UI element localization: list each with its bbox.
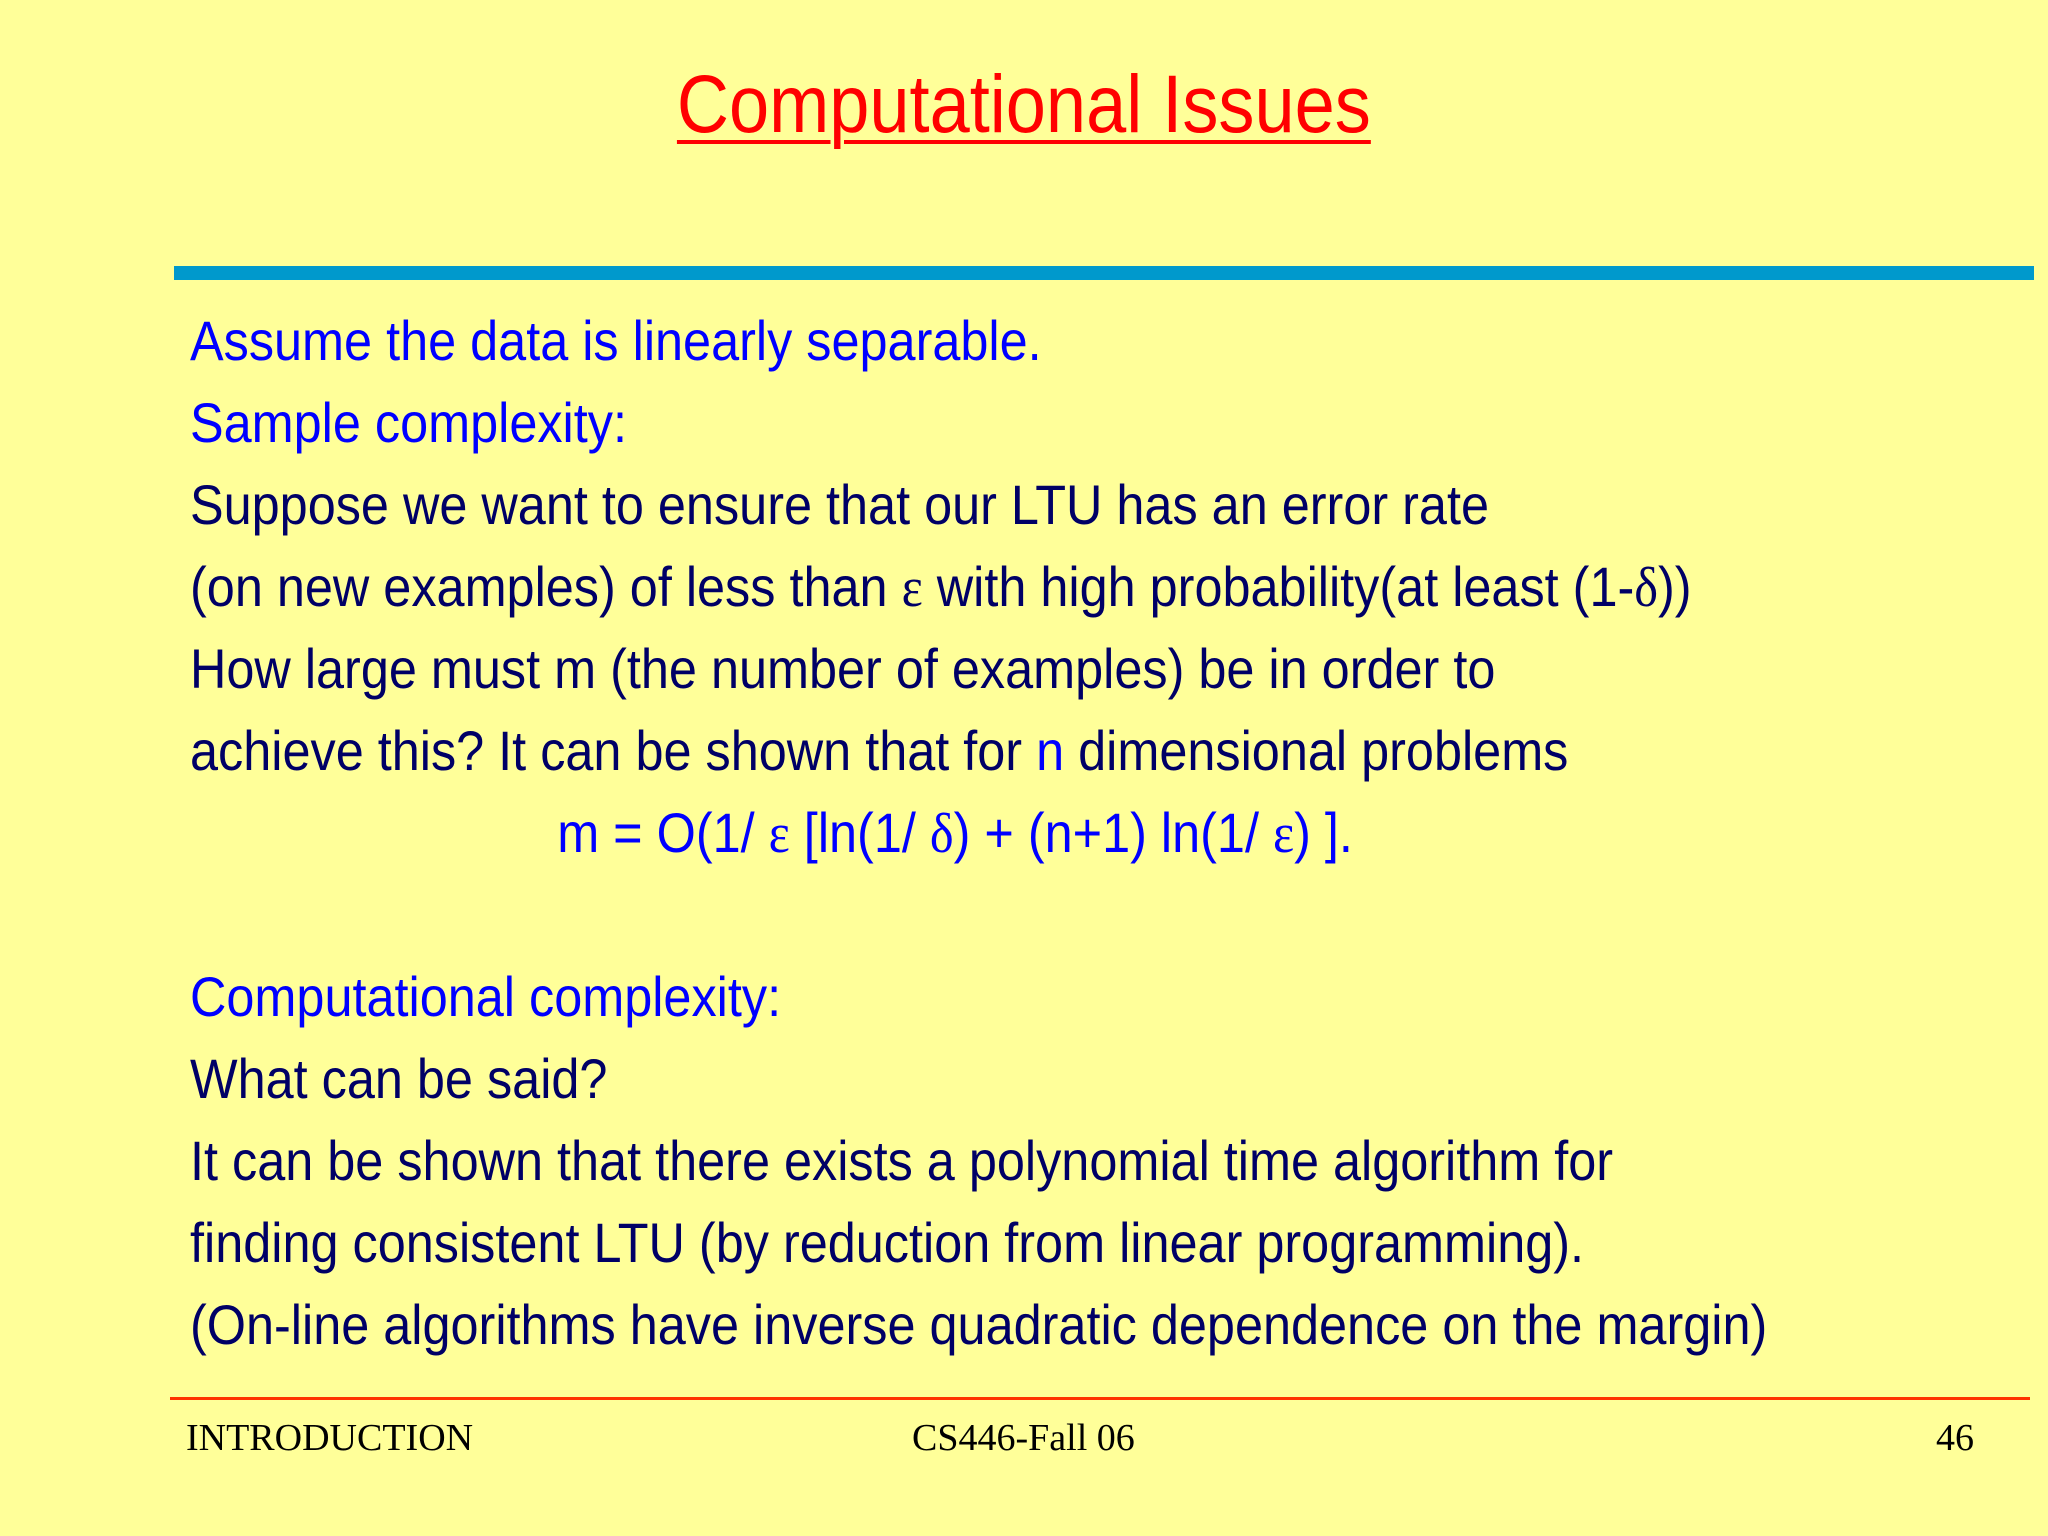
body-text-segment: dimensional problems xyxy=(1064,719,1569,782)
footer-divider xyxy=(170,1397,2030,1400)
epsilon-symbol: ε xyxy=(1272,803,1295,865)
sample-complexity-formula xyxy=(190,792,1828,874)
delta-symbol: δ xyxy=(1634,557,1659,619)
delta-symbol: δ xyxy=(929,803,954,865)
body-line-achieve xyxy=(190,710,1828,792)
formula-segment: ) ]. xyxy=(1294,801,1353,864)
body-text-segment: achieve this? It can be shown that for xyxy=(190,719,1037,782)
body-line-polynomial: It can be shown that there exists a polynomial time algorithm for xyxy=(190,1129,1614,1192)
formula-segment: m = O(1/ xyxy=(557,801,769,864)
body-text-segment: )) xyxy=(1658,555,1692,618)
epsilon-symbol: ε xyxy=(768,803,790,865)
blank-line xyxy=(190,874,1828,956)
body-text-segment: (on new examples) of less than xyxy=(190,555,902,618)
body-line-what-can-be-said: What can be said? xyxy=(190,1047,608,1110)
n-variable: n xyxy=(1036,719,1065,782)
body-line-error-rate xyxy=(190,546,1828,628)
formula-segment: ) + (n+1) ln(1/ xyxy=(953,801,1273,864)
body-line-how-large: How large must m (the number of examples) be in order to xyxy=(190,637,1496,700)
footer-section-label: INTRODUCTION xyxy=(186,1417,474,1459)
body-line-assumption: Assume the data is linearly separable. xyxy=(190,309,1042,372)
page-number: 46 xyxy=(1936,1417,1974,1459)
body-text-segment: with high probability(at least (1- xyxy=(922,555,1635,618)
body-line-online: (On-line algorithms have inverse quadratic dependence on the margin) xyxy=(190,1293,1768,1356)
formula-segment: [ln(1/ xyxy=(789,801,930,864)
slide-body xyxy=(190,300,1828,1366)
epsilon-symbol: ε xyxy=(901,557,923,619)
body-line-suppose: Suppose we want to ensure that our LTU has an error rate xyxy=(190,473,1489,536)
heading-sample-complexity: Sample complexity: xyxy=(190,391,627,454)
slide-title: Computational Issues xyxy=(676,59,1371,150)
heading-computational-complexity: Computational complexity: xyxy=(190,965,782,1028)
footer-course-label: CS446-Fall 06 xyxy=(912,1417,1135,1459)
body-line-finding: finding consistent LTU (by reduction from linear programming). xyxy=(190,1211,1585,1274)
title-divider xyxy=(174,266,2034,280)
